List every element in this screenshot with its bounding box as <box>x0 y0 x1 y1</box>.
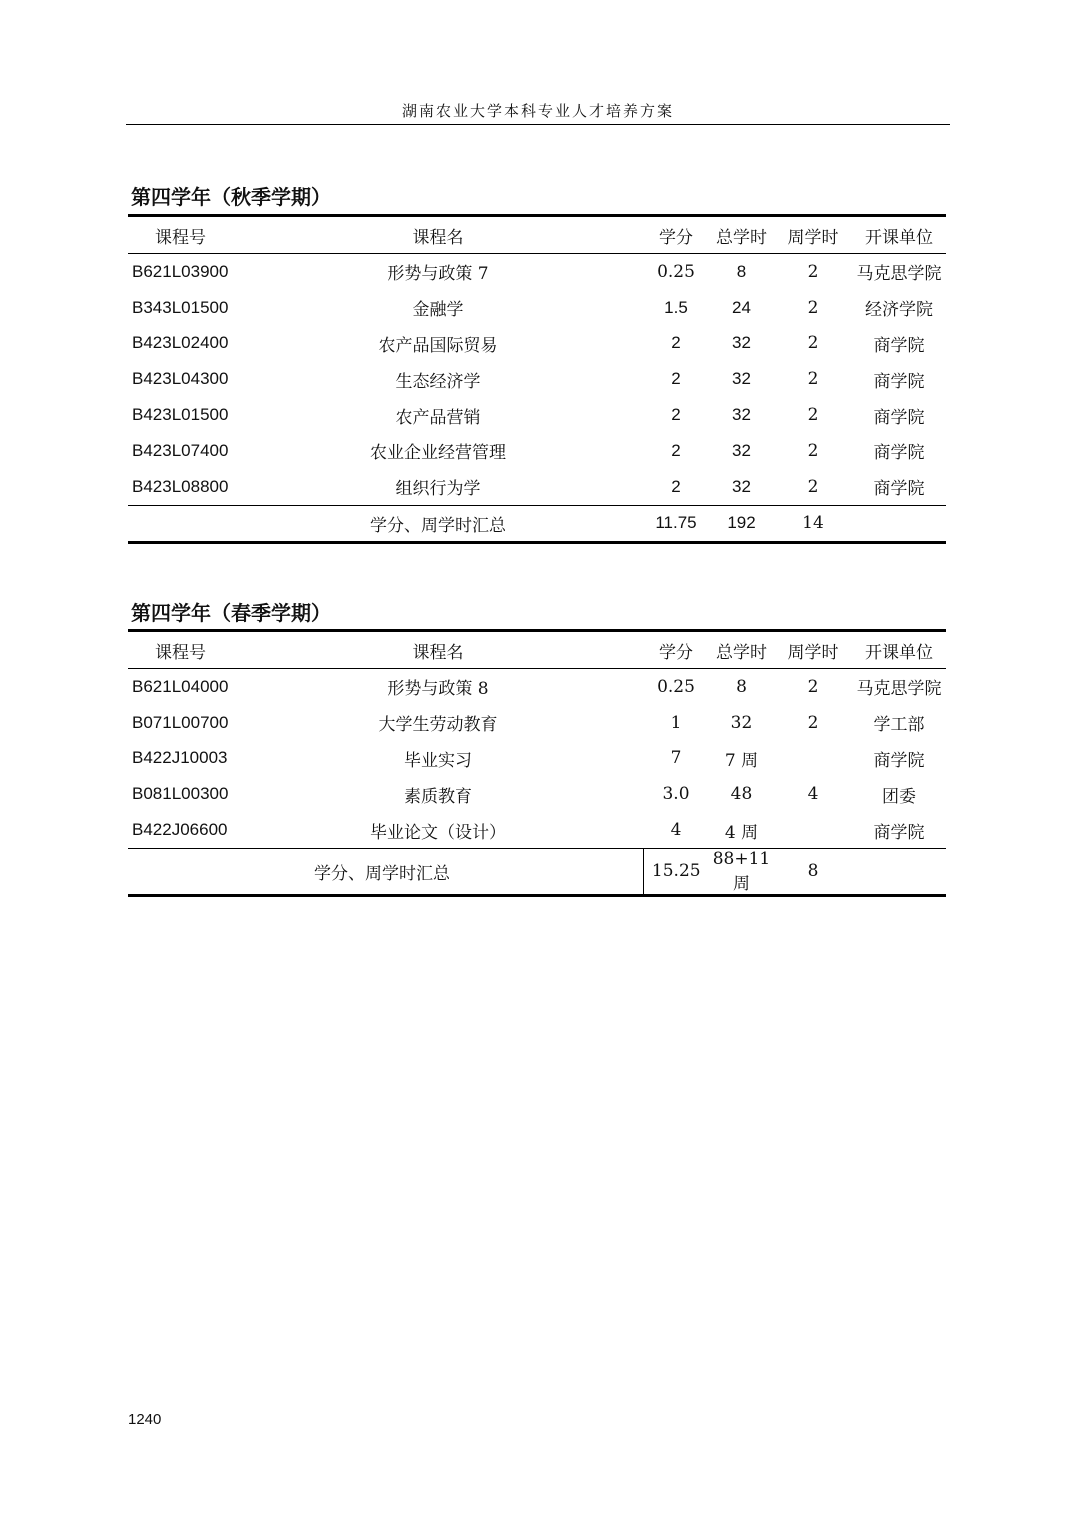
course-hours: 48 <box>730 784 753 805</box>
course-credit: 1.5 <box>664 297 688 317</box>
course-name: 农业企业经营管理 <box>370 443 506 464</box>
course-code: B343L01500 <box>132 297 229 317</box>
course-code: B423L08800 <box>132 476 229 496</box>
course-hours: 7 周 <box>724 750 759 771</box>
header-rule <box>126 124 950 125</box>
course-unit: 商学院 <box>873 335 925 356</box>
course-name: 毕业实习 <box>404 750 472 771</box>
table-row <box>128 290 946 326</box>
course-unit: 商学院 <box>873 750 925 771</box>
total-hours: 88+11 周 <box>712 848 771 894</box>
column-header-hours: 总学时 <box>716 227 767 248</box>
table-row <box>128 254 946 290</box>
course-unit: 商学院 <box>873 407 925 428</box>
course-credit: 0.25 <box>657 261 695 282</box>
course-weekly <box>774 741 852 777</box>
course-hours: 32 <box>732 333 751 353</box>
total-credit: 15.25 <box>643 848 709 895</box>
course-weekly: 2 <box>807 297 819 318</box>
course-credit: 2 <box>671 440 681 460</box>
course-unit: 商学院 <box>873 371 925 392</box>
column-header-code: 课程号 <box>155 642 206 663</box>
course-credit: 4 <box>670 820 682 841</box>
total-weekly: 14 <box>802 513 824 534</box>
course-name: 农产品营销 <box>395 407 481 428</box>
course-name: 形势与政策 7 <box>387 264 489 285</box>
column-header-weekly: 周学时 <box>787 227 839 248</box>
course-code: B621L04000 <box>132 676 229 696</box>
course-code: B423L02400 <box>132 333 229 353</box>
autumn-course-table <box>128 214 946 544</box>
course-weekly: 4 <box>807 784 819 805</box>
table-row <box>128 397 946 433</box>
course-weekly: 2 <box>807 676 819 697</box>
course-credit: 2 <box>671 369 681 389</box>
total-label: 学分、周学时汇总 <box>370 515 506 536</box>
course-weekly: 2 <box>807 712 819 733</box>
course-name: 大学生劳动教育 <box>378 715 498 736</box>
table-row <box>128 469 946 505</box>
column-header-name: 课程名 <box>412 227 464 248</box>
course-name: 农产品国际贸易 <box>378 335 498 356</box>
course-weekly: 2 <box>807 333 819 354</box>
course-code: B422J10003 <box>132 748 228 768</box>
course-code: B621L03900 <box>132 261 229 281</box>
course-hours: 32 <box>730 712 753 733</box>
autumn-section-title: 第四学年（秋季学期） <box>131 185 331 209</box>
total-unit-empty <box>852 505 946 543</box>
course-unit: 经济学院 <box>865 300 933 321</box>
spring-section-title: 第四学年（春季学期） <box>131 601 331 625</box>
total-label: 学分、周学时汇总 <box>314 863 450 884</box>
course-code: B081L00300 <box>132 784 229 804</box>
course-credit: 3.0 <box>662 784 690 805</box>
course-hours: 8 <box>736 261 747 281</box>
column-header-unit: 开课单位 <box>865 227 933 248</box>
table-row <box>128 741 946 777</box>
table-header-row <box>128 631 946 669</box>
course-hours: 24 <box>732 297 751 317</box>
course-hours: 32 <box>732 440 751 460</box>
course-credit: 0.25 <box>657 676 695 697</box>
course-weekly <box>774 812 852 848</box>
course-credit: 7 <box>670 748 682 769</box>
course-weekly: 2 <box>807 369 819 390</box>
course-code: B423L07400 <box>132 440 229 460</box>
course-weekly: 2 <box>807 476 819 497</box>
total-unit-empty <box>852 848 946 895</box>
running-header: 湖南农业大学本科专业人才培养方案 <box>401 102 674 120</box>
table-row <box>128 812 946 848</box>
course-hours: 32 <box>732 405 751 425</box>
column-header-unit: 开课单位 <box>865 642 933 663</box>
course-hours: 32 <box>732 476 751 496</box>
course-weekly: 2 <box>807 405 819 426</box>
table-row <box>128 776 946 812</box>
course-unit: 商学院 <box>873 822 925 843</box>
total-row <box>128 848 946 895</box>
course-code: B423L04300 <box>132 369 229 389</box>
course-credit: 1 <box>670 712 682 733</box>
column-header-code: 课程号 <box>155 227 206 248</box>
course-hours: 8 <box>736 676 747 697</box>
course-weekly: 2 <box>807 261 819 282</box>
page-number: 1240 <box>128 1411 162 1428</box>
course-credit: 2 <box>671 476 681 496</box>
course-hours: 4 周 <box>724 822 759 843</box>
table-row <box>128 326 946 362</box>
course-credit: 2 <box>671 405 681 425</box>
table-header-row <box>128 216 946 254</box>
course-code: B422J06600 <box>132 820 228 840</box>
course-hours: 32 <box>732 369 751 389</box>
course-credit: 2 <box>671 333 681 353</box>
table-row <box>128 669 946 705</box>
course-unit: 学工部 <box>873 715 925 736</box>
course-unit: 商学院 <box>873 443 925 464</box>
course-name: 组织行为学 <box>395 479 481 500</box>
total-row <box>128 505 946 543</box>
course-name: 形势与政策 8 <box>387 679 489 700</box>
column-header-weekly: 周学时 <box>787 642 839 663</box>
total-credit: 11.75 <box>655 513 697 533</box>
column-header-credit: 学分 <box>659 642 693 663</box>
course-code: B423L01500 <box>132 405 229 425</box>
table-row <box>128 361 946 397</box>
column-header-name: 课程名 <box>412 642 464 663</box>
course-name: 金融学 <box>412 300 464 321</box>
table-row <box>128 433 946 469</box>
column-header-credit: 学分 <box>659 227 693 248</box>
course-unit: 团委 <box>882 786 916 807</box>
course-name: 毕业论文（设计） <box>370 822 506 843</box>
total-weekly: 8 <box>807 861 819 882</box>
course-unit: 马克思学院 <box>856 264 942 285</box>
course-code: B071L00700 <box>132 712 229 732</box>
course-unit: 商学院 <box>873 479 925 500</box>
course-name: 生态经济学 <box>395 371 481 392</box>
column-header-hours: 总学时 <box>716 642 767 663</box>
course-unit: 马克思学院 <box>856 679 942 700</box>
total-empty-cell <box>128 505 233 543</box>
total-hours: 192 <box>727 513 756 533</box>
table-row <box>128 705 946 741</box>
course-name: 素质教育 <box>404 786 472 807</box>
spring-course-table <box>128 629 946 897</box>
course-weekly: 2 <box>807 440 819 461</box>
